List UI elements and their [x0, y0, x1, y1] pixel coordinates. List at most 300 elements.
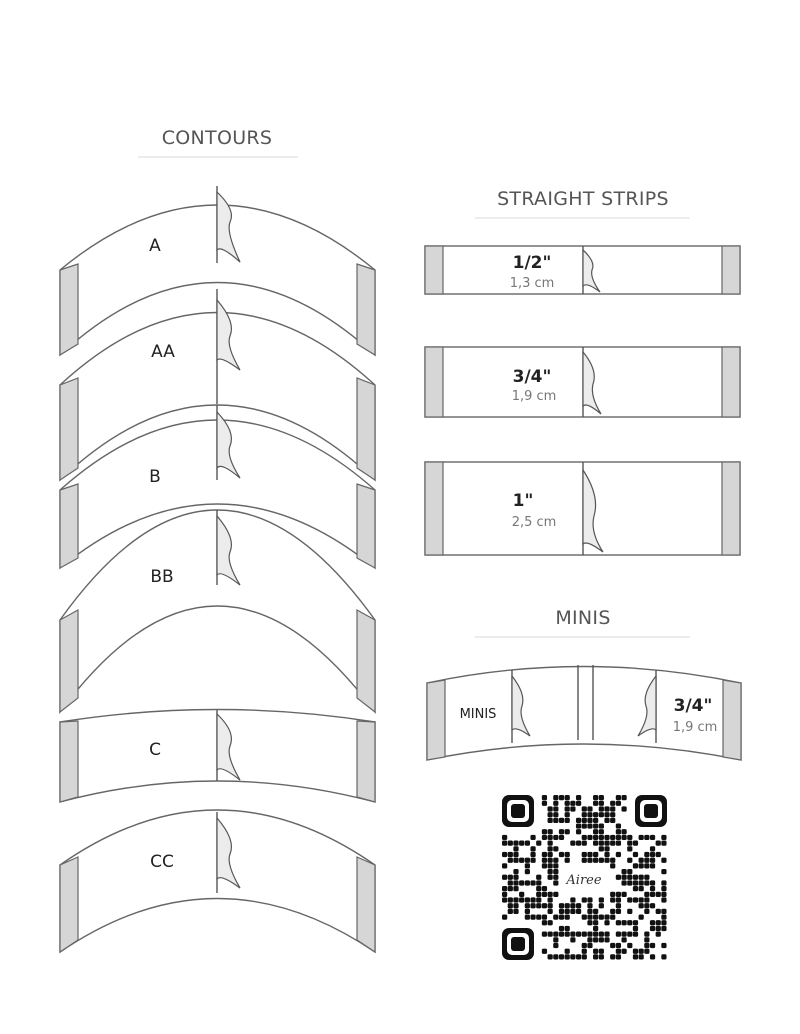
qr-module: [616, 841, 621, 846]
qr-module: [656, 841, 661, 846]
qr-module: [650, 886, 655, 891]
qr-module: [502, 841, 507, 846]
qr-module: [548, 835, 553, 840]
qr-module: [616, 920, 621, 925]
qr-module: [525, 858, 530, 863]
qr-module: [553, 795, 558, 800]
qr-module: [565, 909, 570, 914]
qr-module: [593, 914, 598, 919]
contour-label-a: A: [149, 236, 161, 256]
qr-module: [656, 932, 661, 937]
qr-module: [508, 858, 513, 863]
qr-module: [548, 892, 553, 897]
qr-module: [616, 795, 621, 800]
qr-module: [650, 880, 655, 885]
qr-module: [650, 920, 655, 925]
qr-module: [627, 835, 632, 840]
qr-module: [548, 852, 553, 857]
qr-module: [513, 886, 518, 891]
qr-module: [587, 903, 592, 908]
qr-module: [502, 892, 507, 897]
qr-module: [650, 835, 655, 840]
qr-module: [644, 949, 649, 954]
qr-module: [587, 823, 592, 828]
qr-module: [587, 914, 592, 919]
strip-three-quarter-inch: [425, 347, 740, 417]
qr-module: [639, 858, 644, 863]
qr-module: [548, 812, 553, 817]
qr-module: [513, 903, 518, 908]
qr-module: [553, 875, 558, 880]
qr-module: [513, 875, 518, 880]
qr-module: [604, 835, 609, 840]
qr-module: [639, 949, 644, 954]
qr-module: [644, 863, 649, 868]
qr-module: [565, 829, 570, 834]
qr-module: [519, 892, 524, 897]
qr-module: [633, 863, 638, 868]
qr-module: [519, 841, 524, 846]
qr-module: [639, 863, 644, 868]
qr-module: [582, 897, 587, 902]
qr-module: [621, 795, 626, 800]
qr-module: [582, 812, 587, 817]
qr-module: [610, 858, 615, 863]
qr-module: [576, 829, 581, 834]
qr-module: [616, 943, 621, 948]
qr-module: [582, 949, 587, 954]
contour-label-aa: AA: [151, 342, 175, 362]
qr-module: [508, 852, 513, 857]
qr-module: [582, 852, 587, 857]
qr-module: [610, 863, 615, 868]
qr-module: [616, 829, 621, 834]
qr-module: [519, 897, 524, 902]
qr-module: [627, 897, 632, 902]
qr-module: [502, 914, 507, 919]
qr-module: [661, 920, 666, 925]
qr-module: [644, 852, 649, 857]
qr-module: [548, 920, 553, 925]
qr-module: [559, 932, 564, 937]
qr-module: [599, 897, 604, 902]
qr-module: [508, 903, 513, 908]
qr-module: [582, 954, 587, 959]
qr-module: [525, 863, 530, 868]
qr-module: [599, 937, 604, 942]
qr-module: [565, 806, 570, 811]
qr-module: [565, 954, 570, 959]
qr-module: [513, 880, 518, 885]
qr-module: [576, 795, 581, 800]
qr-module: [536, 886, 541, 891]
qr-module: [530, 852, 535, 857]
qr-module: [599, 858, 604, 863]
qr-module: [502, 852, 507, 857]
qr-module: [639, 914, 644, 919]
qr-module: [656, 920, 661, 925]
qr-module: [593, 823, 598, 828]
qr-module: [542, 949, 547, 954]
qr-module: [536, 914, 541, 919]
qr-module: [542, 852, 547, 857]
qr-module: [530, 835, 535, 840]
qr-module: [508, 909, 513, 914]
qr-module: [570, 841, 575, 846]
qr-module: [627, 920, 632, 925]
qr-finder-top-right: [635, 795, 667, 827]
qr-module: [513, 841, 518, 846]
qr-module: [548, 869, 553, 874]
qr-module: [610, 892, 615, 897]
qr-module: [587, 897, 592, 902]
contours-heading: CONTOURS: [161, 127, 273, 149]
qr-module: [661, 926, 666, 931]
qr-module: [570, 937, 575, 942]
qr-module: [599, 806, 604, 811]
qr-module: [582, 943, 587, 948]
minis-left-label: MINIS: [459, 707, 497, 722]
qr-module: [530, 880, 535, 885]
qr-module: [639, 886, 644, 891]
qr-module: [593, 926, 598, 931]
qr-module: [559, 914, 564, 919]
qr-module: [599, 829, 604, 834]
qr-module: [508, 880, 513, 885]
qr-module: [525, 897, 530, 902]
qr-module: [593, 858, 598, 863]
contour-label-b: B: [149, 467, 161, 487]
qr-module: [604, 852, 609, 857]
qr-module: [536, 841, 541, 846]
qr-module: [548, 841, 553, 846]
qr-module: [548, 875, 553, 880]
qr-module: [627, 909, 632, 914]
qr-module: [604, 846, 609, 851]
strip-size-one-inch: 1": [512, 491, 534, 511]
qr-module: [548, 909, 553, 914]
qr-logo-text: Airee: [566, 873, 602, 888]
qr-module: [656, 909, 661, 914]
qr-module: [604, 932, 609, 937]
qr-module: [536, 875, 541, 880]
qr-module: [621, 829, 626, 834]
qr-module: [644, 937, 649, 942]
qr-module: [513, 909, 518, 914]
qr-module: [582, 818, 587, 823]
qr-module: [553, 892, 558, 897]
qr-module: [525, 841, 530, 846]
qr-module: [633, 841, 638, 846]
qr-module: [553, 812, 558, 817]
qr-module: [593, 829, 598, 834]
qr-module: [559, 954, 564, 959]
qr-module: [644, 880, 649, 885]
qr-module: [565, 903, 570, 908]
qr-module: [616, 852, 621, 857]
qr-module: [621, 949, 626, 954]
minis-strip: [427, 665, 741, 760]
qr-module: [513, 846, 518, 851]
qr-module: [639, 897, 644, 902]
qr-module: [576, 818, 581, 823]
qr-module: [587, 909, 592, 914]
qr-module: [616, 801, 621, 806]
contour-label-cc: CC: [150, 852, 174, 872]
strip-size-half-inch: 1/2": [512, 253, 552, 273]
qr-module: [661, 909, 666, 914]
qr-module: [553, 954, 558, 959]
qr-module: [604, 818, 609, 823]
qr-module: [553, 818, 558, 823]
qr-module: [599, 841, 604, 846]
qr-module: [593, 818, 598, 823]
qr-module: [553, 858, 558, 863]
qr-module: [650, 943, 655, 948]
qr-module: [525, 903, 530, 908]
qr-module: [621, 806, 626, 811]
qr-module: [616, 909, 621, 914]
qr-module: [587, 920, 592, 925]
qr-module: [639, 880, 644, 885]
qr-module: [508, 875, 513, 880]
qr-module: [639, 875, 644, 880]
qr-module: [627, 841, 632, 846]
qr-module: [599, 914, 604, 919]
qr-module: [639, 835, 644, 840]
qr-module: [610, 841, 615, 846]
qr-module: [542, 829, 547, 834]
qr-module: [525, 914, 530, 919]
qr-module: [559, 818, 564, 823]
qr-module: [644, 892, 649, 897]
qr-module: [610, 812, 615, 817]
qr-module: [548, 932, 553, 937]
qr-module: [582, 932, 587, 937]
qr-module: [553, 932, 558, 937]
qr-module: [599, 846, 604, 851]
qr-module: [627, 932, 632, 937]
qr-module: [570, 932, 575, 937]
qr-module: [610, 818, 615, 823]
minis-right-size: 3/4": [673, 696, 713, 716]
qr-module: [650, 954, 655, 959]
qr-module: [576, 954, 581, 959]
qr-module: [525, 880, 530, 885]
qr-module: [542, 863, 547, 868]
qr-module: [502, 863, 507, 868]
qr-module: [599, 823, 604, 828]
qr-module: [627, 846, 632, 851]
qr-module: [650, 926, 655, 931]
qr-module: [610, 835, 615, 840]
qr-module: [633, 949, 638, 954]
qr-module: [661, 892, 666, 897]
qr-module: [530, 846, 535, 851]
qr-module: [582, 841, 587, 846]
qr-module: [593, 812, 598, 817]
qr-module: [542, 892, 547, 897]
qr-module: [650, 892, 655, 897]
qr-module: [536, 897, 541, 902]
qr-module: [576, 841, 581, 846]
contour-c: [60, 710, 375, 803]
qr-module: [610, 943, 615, 948]
qr-module: [644, 909, 649, 914]
qr-module: [644, 875, 649, 880]
qr-module: [604, 914, 609, 919]
qr-module: [644, 835, 649, 840]
qr-module: [661, 841, 666, 846]
qr-module: [599, 812, 604, 817]
contour-bb: [60, 510, 375, 712]
qr-module: [587, 932, 592, 937]
qr-module: [587, 806, 592, 811]
qr-module: [616, 903, 621, 908]
qr-module: [627, 869, 632, 874]
qr-module: [633, 886, 638, 891]
qr-module: [616, 835, 621, 840]
qr-module: [565, 932, 570, 937]
qr-module: [661, 858, 666, 863]
qr-module: [559, 852, 564, 857]
qr-module: [616, 954, 621, 959]
minis-heading: MINIS: [555, 607, 611, 629]
qr-module: [582, 835, 587, 840]
contour-label-c: C: [149, 740, 161, 760]
qr-module: [604, 841, 609, 846]
qr-module: [502, 886, 507, 891]
qr-module: [559, 903, 564, 908]
qr-module: [593, 954, 598, 959]
qr-module: [548, 954, 553, 959]
qr-module: [627, 943, 632, 948]
qr-module: [639, 903, 644, 908]
qr-module: [593, 909, 598, 914]
qr-module: [661, 880, 666, 885]
qr-module: [610, 801, 615, 806]
strip-metric-half-inch: 1,3 cm: [509, 276, 555, 291]
qr-module: [627, 858, 632, 863]
qr-module: [542, 903, 547, 908]
qr-module: [604, 858, 609, 863]
qr-module: [576, 823, 581, 828]
qr-module: [627, 880, 632, 885]
qr-module: [542, 801, 547, 806]
qr-module: [633, 880, 638, 885]
qr-module: [582, 806, 587, 811]
qr-module: [553, 806, 558, 811]
qr-module: [621, 920, 626, 925]
qr-module: [593, 801, 598, 806]
qr-module: [548, 863, 553, 868]
qr-module: [559, 926, 564, 931]
qr-module: [644, 943, 649, 948]
strip-half-inch: [425, 246, 740, 294]
qr-module: [576, 903, 581, 908]
qr-module: [525, 909, 530, 914]
qr-module: [559, 829, 564, 834]
qr-module: [650, 863, 655, 868]
qr-module: [587, 943, 592, 948]
strip-metric-one-inch: 2,5 cm: [511, 515, 557, 530]
qr-module: [593, 852, 598, 857]
qr-module: [570, 801, 575, 806]
qr-module: [576, 801, 581, 806]
contour-cc: [60, 810, 375, 952]
qr-module: [565, 818, 570, 823]
qr-module: [627, 875, 632, 880]
qr-module: [604, 920, 609, 925]
qr-module: [502, 897, 507, 902]
qr-module: [633, 897, 638, 902]
qr-module: [621, 932, 626, 937]
qr-module: [565, 795, 570, 800]
qr-module: [519, 858, 524, 863]
qr-module: [661, 869, 666, 874]
qr-module: [593, 937, 598, 942]
qr-module: [621, 880, 626, 885]
qr-module: [616, 932, 621, 937]
qr-module: [513, 858, 518, 863]
qr-module: [616, 897, 621, 902]
qr-module: [576, 932, 581, 937]
qr-module: [570, 954, 575, 959]
qr-module: [656, 852, 661, 857]
qr-module: [542, 932, 547, 937]
qr-module: [553, 835, 558, 840]
qr-module: [536, 903, 541, 908]
strip-one-inch: [425, 462, 740, 555]
qr-module: [599, 835, 604, 840]
qr-module: [570, 806, 575, 811]
qr-module: [565, 858, 570, 863]
qr-module: [661, 943, 666, 948]
qr-module: [644, 932, 649, 937]
qr-module: [593, 920, 598, 925]
strip-size-three-quarter-inch: 3/4": [512, 367, 552, 387]
qr-module: [559, 909, 564, 914]
qr-module: [604, 812, 609, 817]
qr-module: [587, 835, 592, 840]
qr-module: [616, 949, 621, 954]
qr-module: [616, 823, 621, 828]
qr-module: [542, 795, 547, 800]
qr-module: [542, 920, 547, 925]
qr-module: [599, 795, 604, 800]
qr-module: [542, 914, 547, 919]
qr-finder-bottom-left: [502, 928, 534, 960]
qr-module: [508, 841, 513, 846]
qr-module: [553, 914, 558, 919]
qr-module: [530, 903, 535, 908]
qr-module: [593, 949, 598, 954]
qr-module: [633, 926, 638, 931]
qr-module: [508, 897, 513, 902]
qr-module: [633, 932, 638, 937]
qr-module: [621, 937, 626, 942]
qr-module: [599, 932, 604, 937]
qr-module: [570, 897, 575, 902]
qr-module: [593, 835, 598, 840]
qr-module: [610, 806, 615, 811]
qr-module: [593, 795, 598, 800]
qr-module: [508, 886, 513, 891]
qr-module: [553, 869, 558, 874]
qr-module: [661, 835, 666, 840]
qr-module: [599, 954, 604, 959]
qr-module: [542, 858, 547, 863]
